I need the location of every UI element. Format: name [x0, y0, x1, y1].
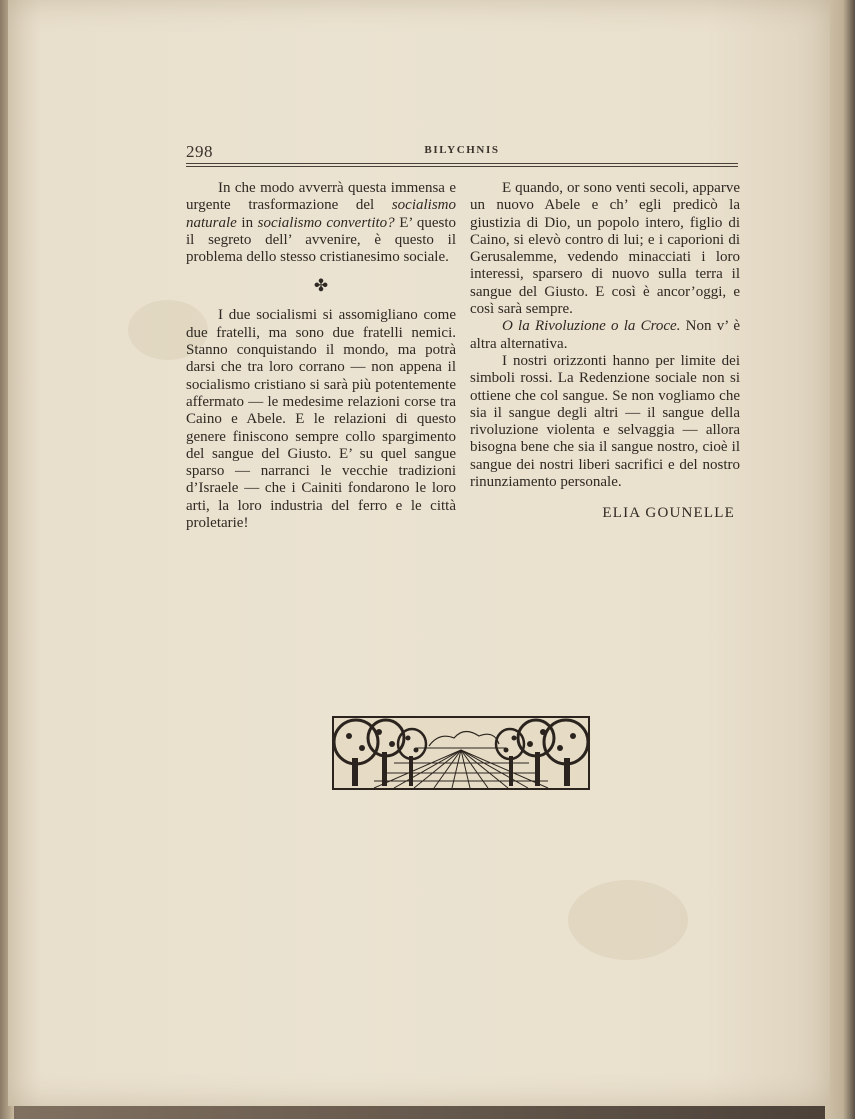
landscape-vignette — [332, 716, 590, 790]
right-column — [470, 180, 740, 523]
page-number: 298 — [186, 142, 213, 161]
woodcut-illustration — [334, 718, 588, 788]
paragraph: I nostri orizzonti hanno per limite dei simboli rossi. La Redenzione sociale non si ottiene che col sangue. Se non vogliamo che sia il sangue degli altri — il sangue della rivoluzione violenta e selvaggia — allora bisogna bene che sia il sangue nostro, cioè il sangue dei nostri liberi sacrifici e del nostro rinunziamento personale. — [470, 352, 740, 491]
italic-text: O la Rivoluzione o la Croce. — [502, 318, 681, 335]
header-rule — [186, 166, 738, 167]
paragraph: I due socialismi si assomigliano come due fratelli, ma sono due fratelli nemici. Stanno conquistando il mondo, ma potrà darsi che tra loro corrano — non appena il socialismo cristiano si sarà più potentemente affermato — le medesime relazioni corse tra Caino e Abele. E le relazioni di questo genere finiscono sempre collo spargimento del sangue del Giusto. E’ su quel sangue sparso — narranci le vecchie tradizioni d’Israele — che i Cainiti fondarono le loro arti, la loro industria del ferro e le città proletarie! — [186, 307, 456, 532]
paragraph-text: In che modo avverrà questa immensa e urgente trasformazione del — [186, 180, 456, 214]
paragraph-text: E’ questo il segreto dell’ avvenire, è questo il problema dello stesso cristianesimo sociale. — [186, 214, 456, 266]
paragraph-text: Non v’ è altra alternativa. — [470, 318, 740, 352]
paragraph — [470, 318, 740, 353]
paragraph — [186, 180, 456, 266]
journal-title: BILYCHNIS — [424, 144, 500, 156]
header-rule — [186, 163, 738, 164]
italic-text: socialismo convertito? — [257, 214, 395, 231]
paragraph-text: in — [236, 214, 258, 231]
paragraph: E quando, or sono venti secoli, apparve un nuovo Abele e ch’ egli predicò la giustizia di Dio, un popolo intero, figlio di Caino, si elevò contro di lui; e i caporioni di Gerusalemme, vedendo minacciati i loro interessi, sparsero di nuovo sulla terra il sangue del Giusto. E così è ancor’oggi, e così sarà sempre. — [470, 180, 740, 318]
paper-stain — [568, 880, 688, 960]
italic-text: socialismo naturale — [186, 197, 456, 231]
fleuron-ornament: ✤ — [313, 276, 329, 296]
author-signature: ELIA GOUNELLE — [602, 505, 735, 522]
left-column — [186, 180, 456, 532]
